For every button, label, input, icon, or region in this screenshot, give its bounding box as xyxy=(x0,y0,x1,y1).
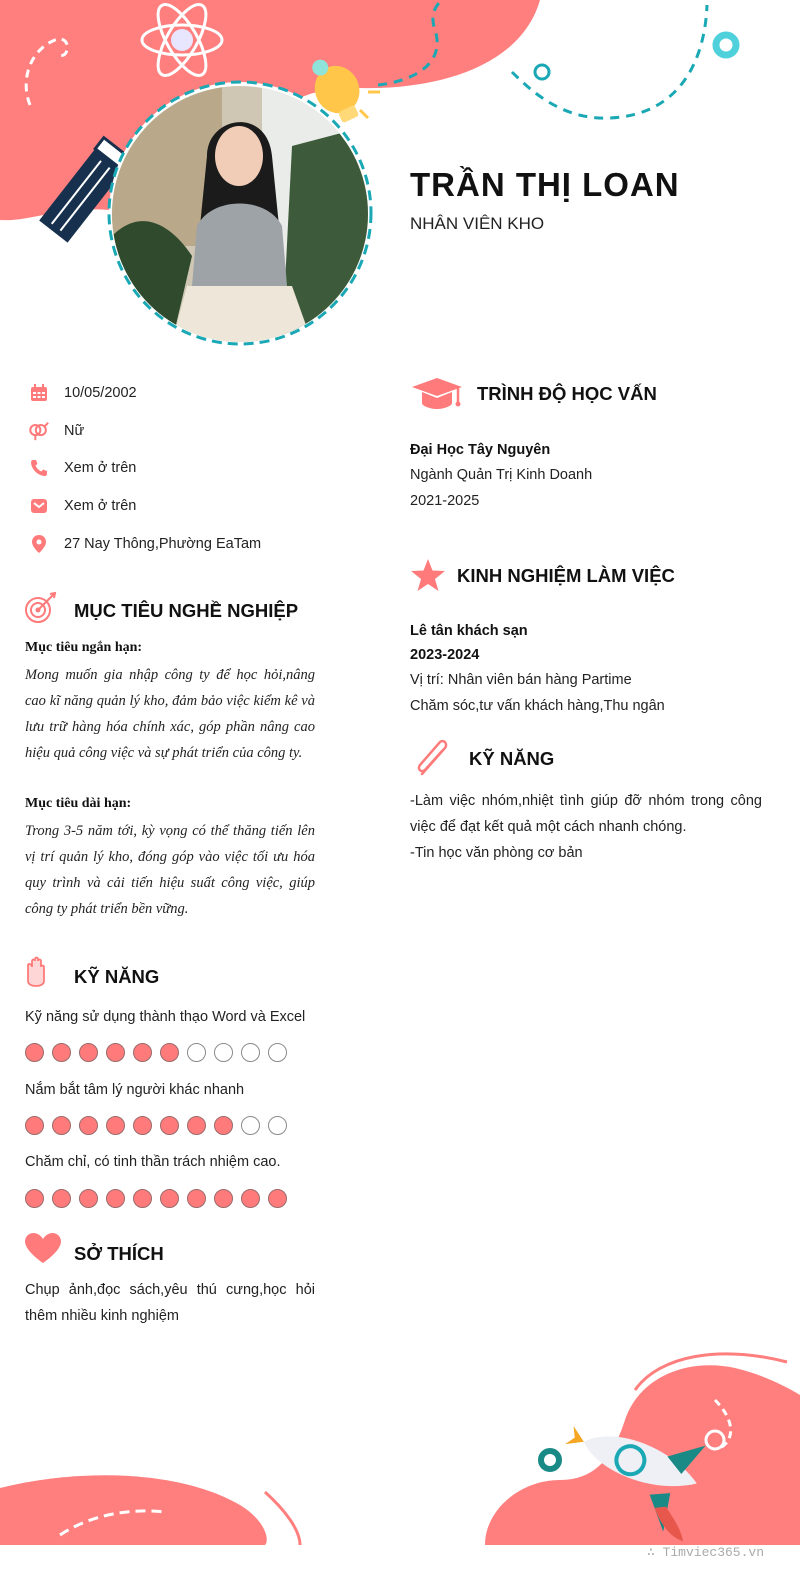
rating-dot-filled xyxy=(133,1189,152,1208)
rating-dot-filled xyxy=(79,1043,98,1062)
rating-dot-filled xyxy=(79,1189,98,1208)
education-years: 2021-2025 xyxy=(410,493,480,509)
rating-dot-filled xyxy=(52,1189,71,1208)
skill-2-name: Nắm bắt tâm lý người khác nhanh xyxy=(25,1082,245,1098)
graduation-cap-icon xyxy=(410,377,464,416)
skills-right-line-2: -Tin học văn phòng cơ bản xyxy=(410,845,583,861)
paperclip-icon xyxy=(412,738,454,785)
rating-dot-filled xyxy=(106,1116,125,1135)
rating-dot-filled xyxy=(187,1189,206,1208)
site-watermark: ∴ Timviec365.vn xyxy=(646,1545,764,1560)
rating-dot-filled xyxy=(160,1116,179,1135)
phone-icon xyxy=(28,457,50,479)
phone-value: Xem ở trên xyxy=(64,460,137,476)
bottom-left-blob xyxy=(0,1475,267,1545)
rating-dot-filled xyxy=(25,1043,44,1062)
skill-1-name: Kỹ năng sử dụng thành thạo Word và Excel xyxy=(25,1009,306,1025)
gender-value: Nữ xyxy=(64,423,85,439)
target-icon xyxy=(24,592,58,629)
rating-dot-filled xyxy=(106,1043,125,1062)
position: Vị trí: Nhân viên bán hàng Partime xyxy=(410,672,632,688)
rating-dot-filled xyxy=(214,1189,233,1208)
rating-dot-filled xyxy=(133,1043,152,1062)
profile-photo xyxy=(112,86,368,342)
rating-dot-empty xyxy=(214,1043,233,1062)
rating-dot-filled xyxy=(187,1116,206,1135)
hobbies-text: Chụp ảnh,đọc sách,yêu thú cưng,học hỏi thêm nhiều kinh nghiệm xyxy=(25,1282,315,1324)
experience-years: 2023-2024 xyxy=(410,647,480,663)
skills-right-line-1: -Làm việc nhóm,nhiệt tình giúp đỡ nhóm trong công việc để đạt kết quả một cách nhanh chóng. xyxy=(410,793,762,835)
education-title: TRÌNH ĐỘ HỌC VẤN xyxy=(477,383,657,404)
email-icon xyxy=(28,495,50,517)
rating-dot-empty xyxy=(268,1116,287,1135)
skill-2-rating xyxy=(25,1116,287,1135)
rating-dot-filled xyxy=(214,1116,233,1135)
short-term-text: Mong muốn gia nhập công ty để học hỏi,nâng cao kĩ năng quản lý kho, đảm bảo việc kiểm kê và lưu trữ hàng hóa chính xác, góp phần nâng cao hiệu quả công việc và sự phát triển của công ty. xyxy=(25,667,315,761)
rating-dot-filled xyxy=(268,1189,287,1208)
location-pin-icon xyxy=(28,533,50,555)
short-term-label: Mục tiêu ngắn hạn: xyxy=(25,640,143,655)
rating-dot-filled xyxy=(160,1043,179,1062)
skills-right-title: KỸ NĂNG xyxy=(469,748,555,769)
rating-dot-filled xyxy=(241,1189,260,1208)
duties: Chăm sóc,tư vấn khách hàng,Thu ngân xyxy=(410,698,665,714)
major: Ngành Quản Trị Kinh Doanh xyxy=(410,467,593,483)
star-icon xyxy=(410,558,446,597)
rating-dot-filled xyxy=(52,1043,71,1062)
objective-title: MỤC TIÊU NGHỀ NGHIỆP xyxy=(74,600,299,621)
address-value: 27 Nay Thông,Phường EaTam xyxy=(64,536,262,552)
address-row xyxy=(28,532,262,556)
rating-dot-filled xyxy=(106,1189,125,1208)
job-title: NHÂN VIÊN KHO xyxy=(410,214,545,233)
skill-1-rating xyxy=(25,1043,287,1062)
gender-icon xyxy=(28,420,50,442)
rating-dot-filled xyxy=(25,1189,44,1208)
birthday-value: 10/05/2002 xyxy=(64,385,137,401)
rating-dot-empty xyxy=(241,1043,260,1062)
skill-3-rating xyxy=(25,1189,287,1208)
skills-left-title: KỸ NĂNG xyxy=(74,966,160,987)
rating-dot-filled xyxy=(160,1189,179,1208)
candidate-name: TRẦN THỊ LOAN xyxy=(410,166,680,203)
calendar-icon xyxy=(28,382,50,404)
rating-dot-filled xyxy=(133,1116,152,1135)
rating-dot-filled xyxy=(25,1116,44,1135)
ring-icon xyxy=(716,35,736,55)
heart-icon xyxy=(24,1232,62,1269)
email-row xyxy=(28,494,137,518)
email-value: Xem ở trên xyxy=(64,498,137,514)
company-name: Lê tân khách sạn xyxy=(410,623,528,639)
long-term-text: Trong 3-5 năm tới, kỳ vọng có thể thăng tiến lên vị trí quản lý kho, đóng góp vào việc tối ưu hóa quy trình và cải tiến hiệu suất công việc, giúp công ty phát triển bền vững. xyxy=(25,823,315,917)
skill-3-name: Chăm chỉ, có tinh thần trách nhiệm cao. xyxy=(25,1154,281,1170)
experience-title: KINH NGHIỆM LÀM VIỆC xyxy=(457,565,675,586)
rating-dot-filled xyxy=(79,1116,98,1135)
rating-dot-empty xyxy=(187,1043,206,1062)
rating-dot-filled xyxy=(52,1116,71,1135)
phone-row xyxy=(28,456,137,480)
hobbies-title: SỞ THÍCH xyxy=(74,1243,164,1264)
birthday-row xyxy=(28,381,137,405)
rating-dot-empty xyxy=(268,1043,287,1062)
long-term-label: Mục tiêu dài hạn: xyxy=(25,796,132,811)
rating-dot-empty xyxy=(241,1116,260,1135)
school-name: Đại Học Tây Nguyên xyxy=(410,442,551,458)
gender-row xyxy=(28,419,85,443)
fist-icon xyxy=(25,955,47,992)
